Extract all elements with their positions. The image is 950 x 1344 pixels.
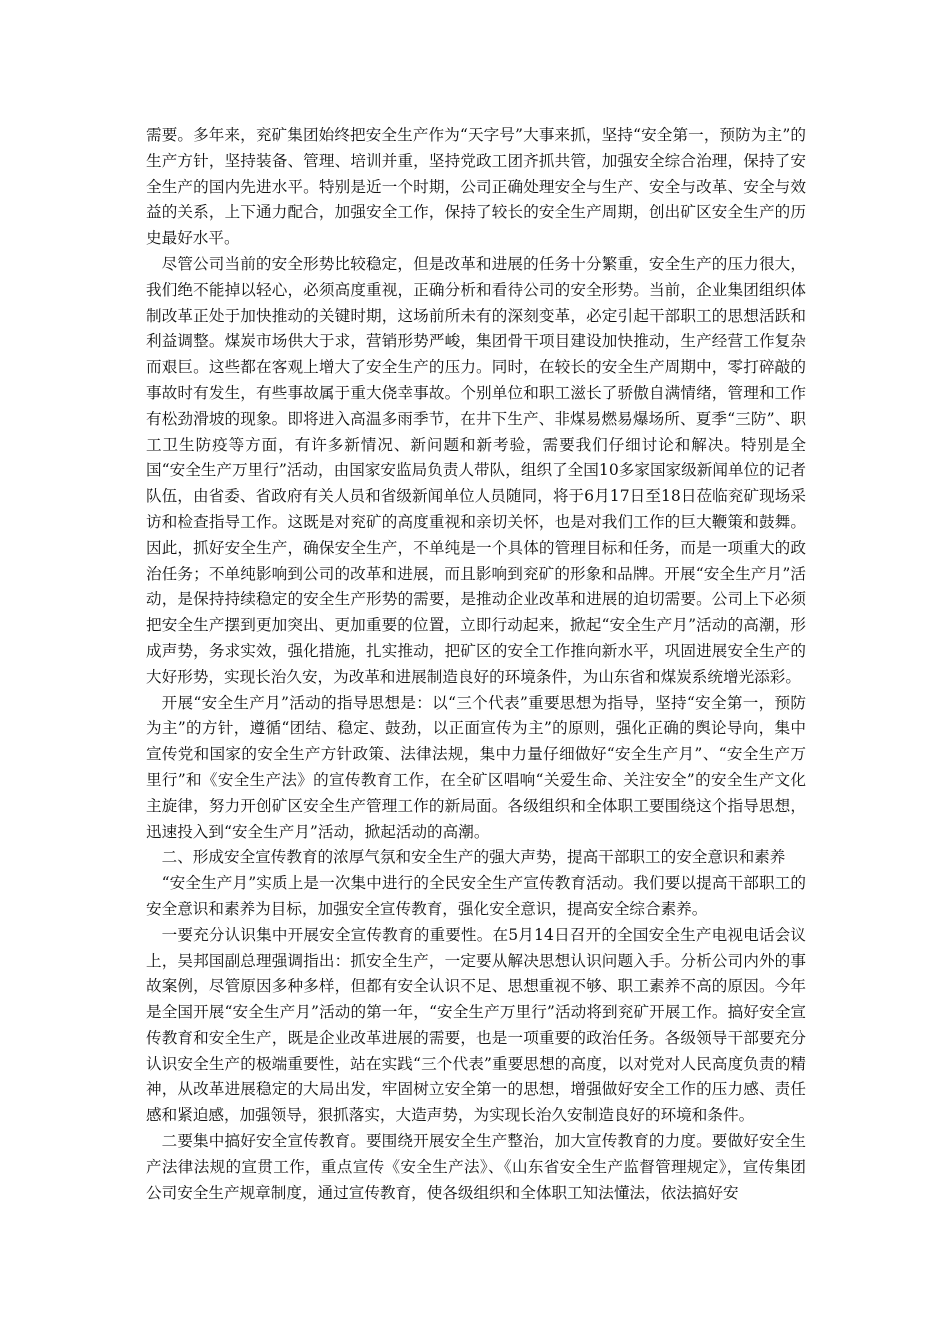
paragraph-6: 二要集中搞好安全宣传教育。要围绕开展安全生产整治，加大宣传教育的力度。要做好安全生产法律法规的宣贯工作，重点宣传《安全生产法》、《山东省安全生产监督管理规定》，宣传集团公司安全生产规章制度，通过宣传教育，使各级组织和全体职工知法懂法，依法搞好安 — [146, 1132, 806, 1202]
section-heading-2: 二、形成安全宣传教育的浓厚气氛和安全生产的强大声势，提高干部职工的安全意识和素养 — [161, 848, 786, 867]
document-page — [146, 123, 806, 1206]
paragraph-3: 开展“安全生产月”活动的指导思想是：以“三个代表”重要思想为指导，坚持“安全第一，预防为主”的方针，遵循“团结、稳定、鼓劲，以正面宣传为主”的原则，强化正确的舆论导向，集中宣传党和国家的安全生产方针政策、法律法规，集中力量仔细做好“安全生产月”、“安全生产万里行”和《安全生产法》的宣传教育工作，在全矿区唱响“关爱生命、关注安全”的安全生产文化主旋律，努力开创矿区安全生产管理工作的新局面。各级组织和全体职工要围绕这个指导思想，迅速投入到“安全生产月”活动，掀起活动的高潮。 — [146, 693, 806, 841]
paragraph-4: “安全生产月”实质上是一次集中进行的全民安全生产宣传教育活动。我们要以提高干部职工的安全意识和素养为目标，加强安全宣传教育，强化安全意识，提高安全综合素养。 — [146, 874, 806, 918]
paragraph-5: 一要充分认识集中开展安全宣传教育的重要性。在5月14日召开的全国安全生产电视电话会议上，吴邦国副总理强调指出：抓安全生产，一定要从解决思想认识问题入手。分析公司内外的事故案例，尽管原因多种多样，但都有安全认识不足、思想重视不够、职工素养不高的原因。今年是全国开展“安全生产月”活动的第一年，“安全生产万里行”活动将到兖矿开展工作。搞好安全宣传教育和安全生产，既是企业改革进展的需要，也是一项重要的政治任务。各级领导干部要充分认识安全生产的极端重要性，站在实践“三个代表”重要思想的高度，以对党对人民高度负责的精神，从改革进展稳定的大局出发，牢固树立安全第一的思想，增强做好安全工作的压力感、责任感和紧迫感，加强领导，狠抓落实，大造声势，为实现长治久安制造良好的环境和条件。 — [146, 925, 806, 1125]
paragraph-1: 需要。多年来，兖矿集团始终把安全生产作为“天字号”大事来抓，坚持“安全第一，预防为主”的生产方针，坚持装备、管理、培训并重，坚持党政工团齐抓共管，加强安全综合治理，保持了安全生产的国内先进水平。特别是近一个时期，公司正确处理安全与生产、安全与改革、安全与效益的关系，上下通力配合，加强安全工作，保持了较长的安全生产周期，创出矿区安全生产的历史最好水平。 — [146, 126, 806, 248]
paragraph-2: 尽管公司当前的安全形势比较稳定，但是改革和进展的任务十分繁重，安全生产的压力很大，我们绝不能掉以轻心，必须高度重视，正确分析和看待公司的安全形势。当前，企业集团组织体制改革正处于加快推动的关键时期，这场前所未有的深刻变革，必定引起干部职工的思想活跃和利益调整。煤炭市场供大于求，营销形势严峻，集团骨干项目建设加快推动，生产经营工作复杂而艰巨。这些都在客观上增大了安全生产的压力。同时，在较长的安全生产周期中，零打碎敲的事故时有发生，有些事故属于重大侥幸事故。个别单位和职工滋长了骄傲自满情绪，管理和工作有松劲滑坡的现象。即将进入高温多雨季节，在井下生产、非煤易燃易爆场所、夏季“三防”、职工卫生防疫等方面，有许多新情况、新问题和新考验，需要我们仔细讨论和解决。特别是全国“安全生产万里行”活动，由国家安监局负责人带队，组织了全国10多家国家级新闻单位的记者队伍，由省委、省政府有关人员和省级新闻单位人员随同，将于6月17日至18日莅临兖矿现场采访和检查指导工作。这既是对兖矿的高度重视和亲切关怀，也是对我们工作的巨大鞭策和鼓舞。因此，抓好安全生产，确保安全生产，不单纯是一个具体的管理目标和任务，而是一项重大的政治任务；不单纯影响到公司的改革和进展，而且影响到兖矿的形象和品牌。开展“安全生产月”活动，是保持持续稳定的安全生产形势的需要，是推动企业改革和进展的迫切需要。公司上下必须把安全生产摆到更加突出、更加重要的位置，立即行动起来，掀起“安全生产月”活动的高潮，形成声势，务求实效，强化措施，扎实推动，把矿区的安全工作推向新水平，巩固进展安全生产的大好形势，实现长治久安，为改革和进展制造良好的环境条件，为山东省和煤炭系统增光添彩。 — [146, 254, 806, 686]
